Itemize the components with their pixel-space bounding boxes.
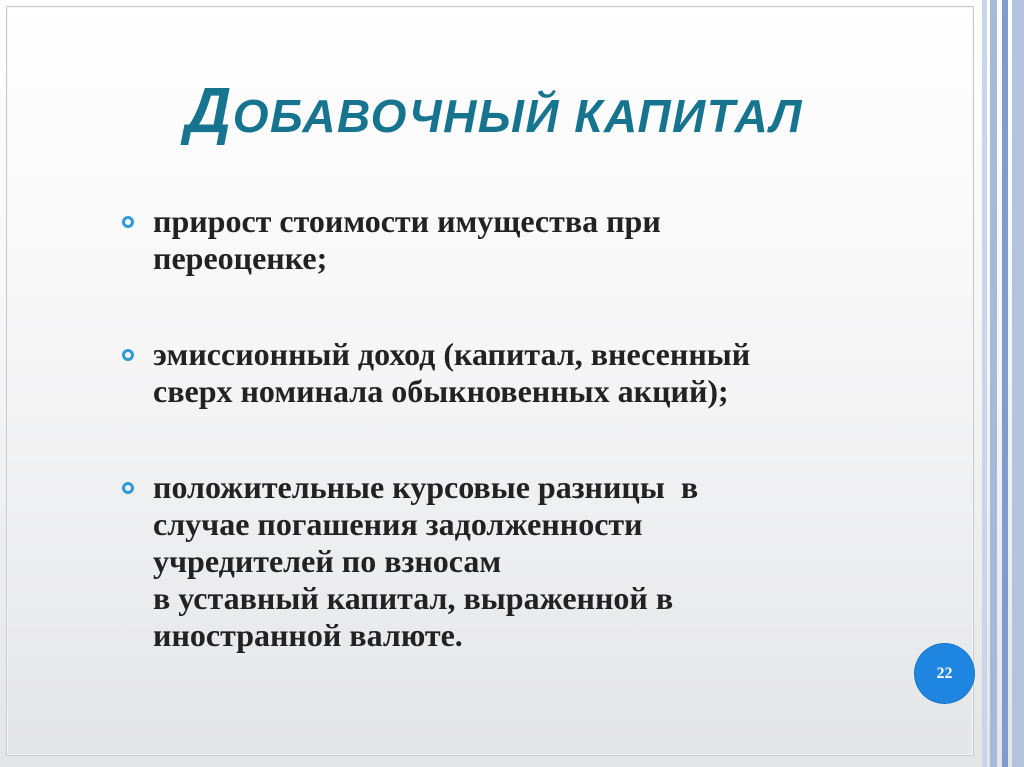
bullet-item [122,336,932,410]
decorative-stripe [990,0,997,767]
bullet-text: прирост стоимости имущества при переоценке; [153,203,661,276]
page-number-badge: 22 [915,644,974,703]
bullet-list [122,203,932,713]
decorative-stripe [1012,0,1024,767]
title-rest: ОБАВОЧНЫЙ КАПИТАЛ [232,90,803,142]
bullet-item [122,469,932,654]
title-first-letter: Д [185,74,233,146]
decorative-stripe [982,0,987,767]
ring-bullet-icon [122,349,134,361]
bullet-text: положительные курсовые разницы в случае погашения задолженности учредителей по взносам в уставный капитал, выраженной в иностранной валюте. [153,469,699,653]
decorative-stripe [1002,0,1008,767]
slide-title [185,72,803,149]
bullet-item [122,203,932,277]
ring-bullet-icon [122,216,134,228]
ring-bullet-icon [122,482,134,494]
bullet-text: эмиссионный доход (капитал, внесенный сверх номинала обыкновенных акций); [153,336,751,409]
